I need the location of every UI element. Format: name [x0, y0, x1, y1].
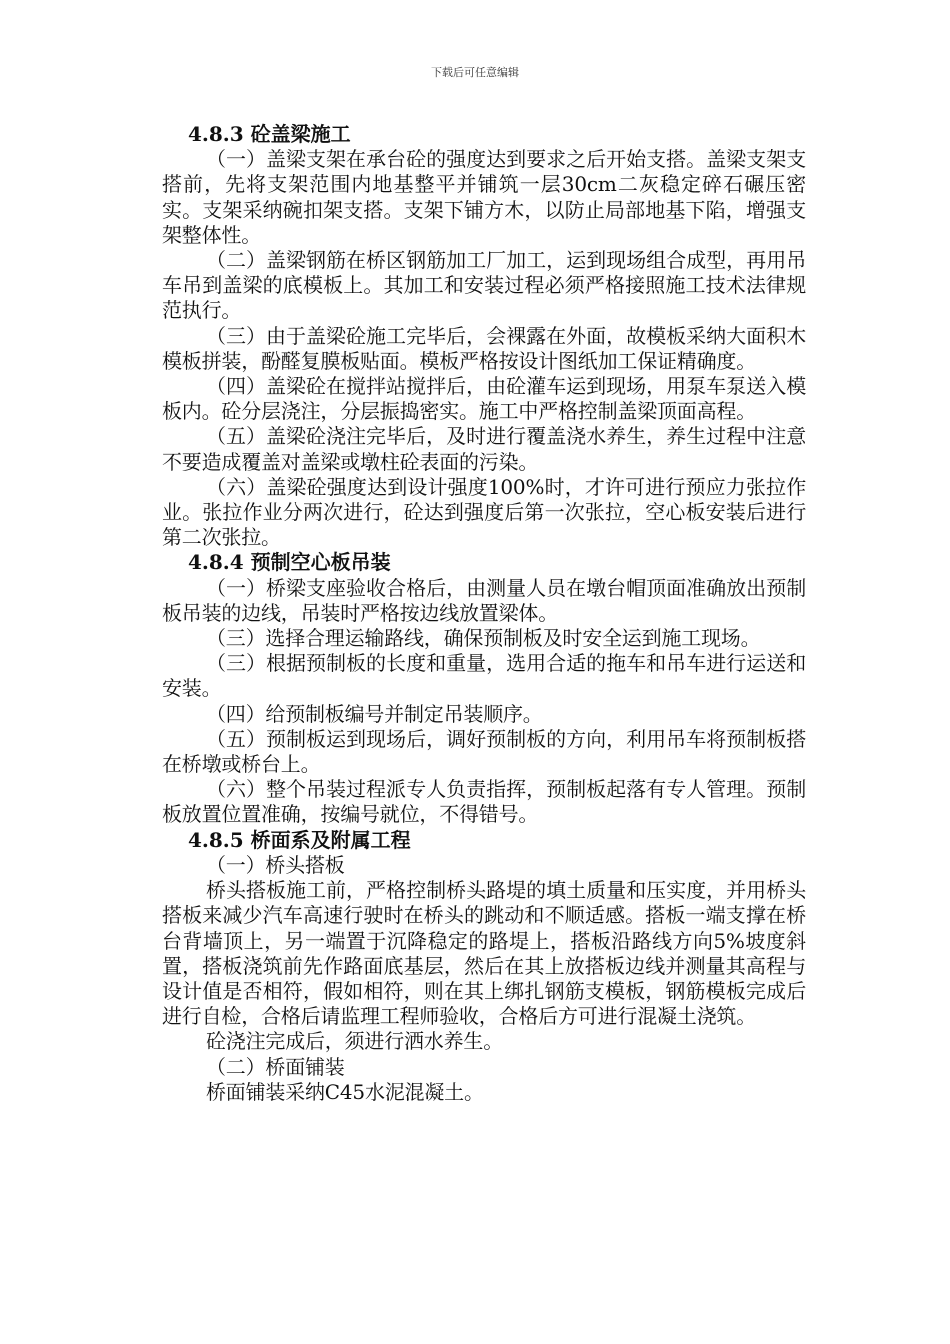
document-body — [162, 122, 806, 1105]
paragraph: （一）桥梁支座验收合格后，由测量人员在墩台帽顶面准确放出预制板吊装的边线，吊装时严格按边线放置梁体。 — [162, 575, 806, 625]
paragraph: （一）盖梁支架在承台砼的强度达到要求之后开始支搭。盖梁支架支搭前，先将支架范围内地基整平并铺筑一层30cm二灰稳定碎石碾压密实。支架采纳碗扣架支搭。支架下铺方木，以防止局部地基下陷，增强支架整体性。 — [162, 147, 806, 247]
section-4-8-4 — [162, 550, 806, 827]
paragraph: （四）盖梁砼在搅拌站搅拌后，由砼灌车运到现场，用泵车泵送入模板内。砼分层浇注，分层振捣密实。施工中严格控制盖梁顶面高程。 — [162, 374, 806, 424]
paragraph: 桥头搭板施工前，严格控制桥头路堤的填土质量和压实度，并用桥头搭板来减少汽车高速行驶时在桥头的跳动和不顺适感。搭板一端支撑在桥台背墙顶上，另一端置于沉降稳定的路堤上，搭板沿路线方向5%坡度斜置，搭板浇筑前先作路面底基层，然后在其上放搭板边线并测量其高程与设计值是否相符，假如相符，则在其上绑扎钢筋支模板，钢筋模板完成后进行自检，合格后请监理工程师验收，合格后方可进行混凝土浇筑。 — [162, 878, 806, 1029]
paragraph: （三）根据预制板的长度和重量，选用合适的拖车和吊车进行运送和安装。 — [162, 651, 806, 701]
section-title: 4.8.4 预制空心板吊装 — [188, 550, 391, 575]
section-title: 4.8.3 砼盖梁施工 — [188, 122, 351, 146]
paragraph: 桥面铺装采纳C45水泥混凝土。 — [206, 1079, 484, 1104]
paragraph: （六）盖梁砼强度达到设计强度100%时，才许可进行预应力张拉作业。张拉作业分两次进行，砼达到强度后第一次张拉，空心板安装后进行第二次张拉。 — [162, 474, 806, 550]
section-4-8-3 — [162, 122, 806, 550]
paragraph: （三）由于盖梁砼施工完毕后，会裸露在外面，故模板采纳大面积木模板拼装，酚醛复膜板贴面。模板严格按设计图纸加工保证精确度。 — [162, 323, 806, 373]
section-title: 4.8.5 桥面系及附属工程 — [188, 827, 411, 852]
section-4-8-5 — [162, 828, 806, 1105]
paragraph: （五）盖梁砼浇注完毕后，及时进行覆盖浇水养生，养生过程中注意不要造成覆盖对盖梁或墩柱砼表面的污染。 — [162, 424, 806, 474]
paragraph: （四）给预制板编号并制定吊装顺序。 — [206, 701, 543, 726]
paragraph: （二）桥面铺装 — [206, 1054, 345, 1079]
paragraph: （一）桥头搭板 — [206, 852, 345, 877]
page-header-note: 下载后可任意编辑 — [431, 66, 519, 79]
paragraph: （二）盖梁钢筋在桥区钢筋加工厂加工，运到现场组合成型，再用吊车吊到盖梁的底模板上。其加工和安装过程必须严格接照施工技术法律规范执行。 — [162, 248, 806, 323]
paragraph: （六）整个吊装过程派专人负责指挥，预制板起落有专人管理。预制板放置位置准确，按编号就位，不得错号。 — [162, 777, 806, 827]
paragraph: （五）预制板运到现场后，调好预制板的方向，利用吊车将预制板搭在桥墩或桥台上。 — [162, 726, 806, 777]
paragraph: （三）选择合理运输路线，确保预制板及时安全运到施工现场。 — [206, 626, 761, 651]
paragraph: 砼浇注完成后，须进行洒水养生。 — [206, 1029, 503, 1054]
